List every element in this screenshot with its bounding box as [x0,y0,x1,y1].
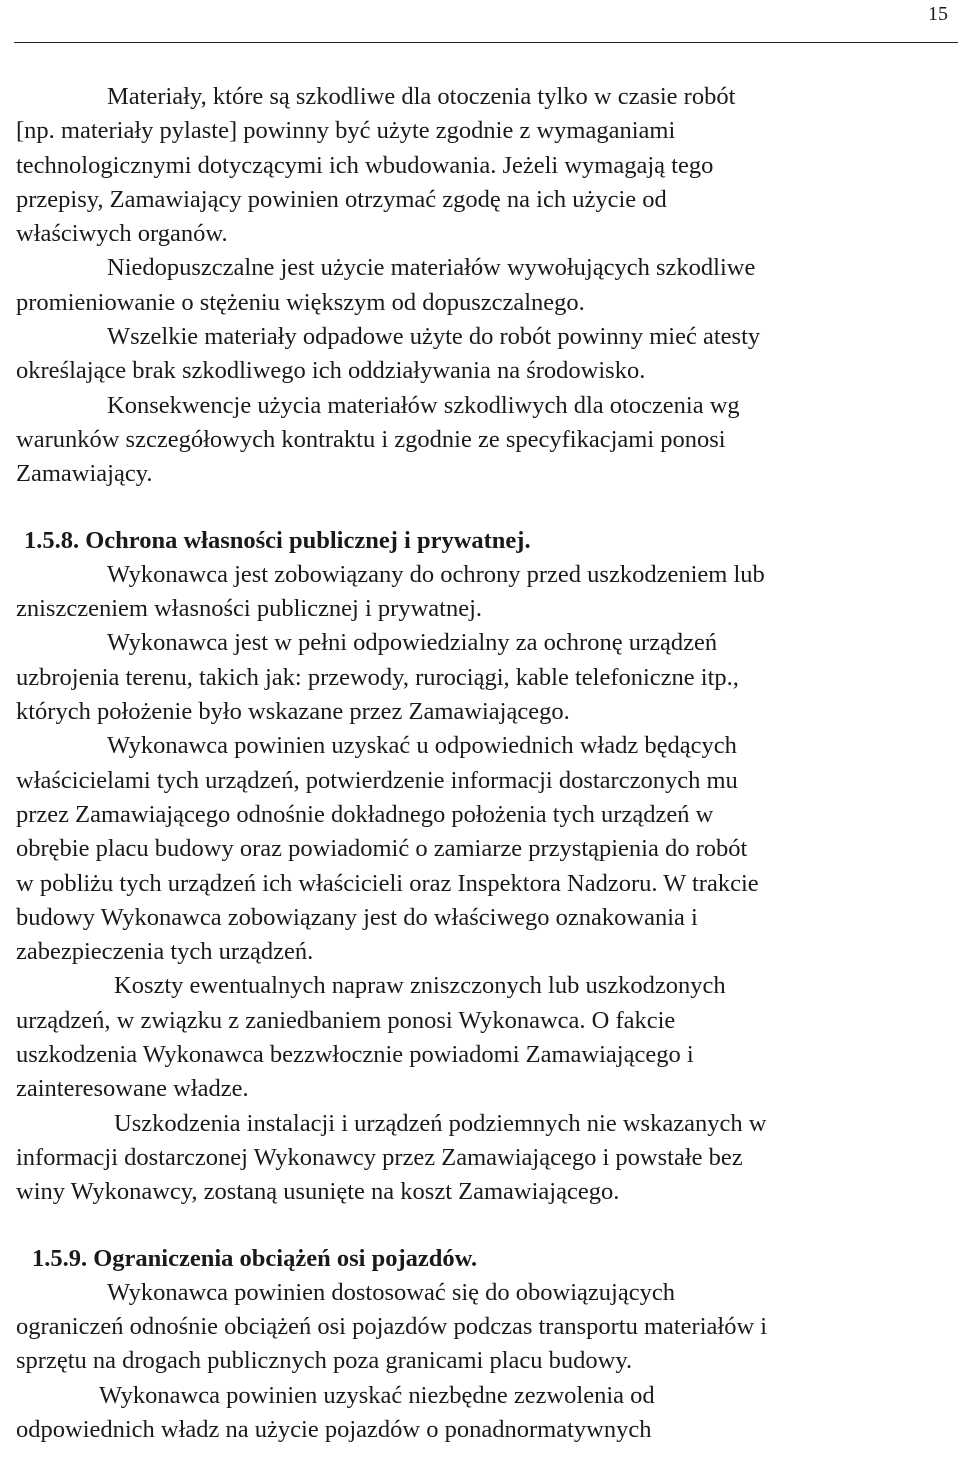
text-line: Wykonawca jest w pełni odpowiedzialny za ochronę urządzeń [107,629,718,657]
page-number: 15 [928,3,948,25]
text-line: właścicielami tych urządzeń, potwierdzenie informacji dostarczonych mu [16,766,738,794]
text-line: ograniczeń odnośnie obciążeń osi pojazdów podczas transportu materiałów i [16,1313,768,1341]
section-heading-1-5-8: 1.5.8. Ochrona własności publicznej i prywatnej. [24,526,531,554]
paragraph-harmful-materials [16,80,960,251]
text-line: Uszkodzenia instalacji i urządzeń podziemnych nie wskazanych w [114,1109,767,1137]
paragraph-owner-confirmation [16,729,960,969]
text-line: Niedopuszczalne jest użycie materiałów wywołujących szkodliwe [107,254,756,282]
section-heading-1-5-9: 1.5.9. Ograniczenia obciążeń osi pojazdów. [32,1244,478,1272]
text-line: budowy Wykonawca zobowiązany jest do właściwego oznakowania i [16,903,698,931]
text-line: właściwych organów. [16,220,228,248]
paragraph-permits [16,1379,960,1448]
paragraph-repair-costs [16,969,960,1106]
text-line: Wykonawca powinien dostosować się do obowiązujących [107,1278,675,1306]
paragraph-radiation [16,251,960,320]
text-line: Konsekwencje użycia materiałów szkodliwych dla otoczenia wg [107,391,740,419]
text-line: [np. materiały pylaste] powinny być użyte zgodnie z wymaganiami [16,117,676,145]
text-line: Koszty ewentualnych napraw zniszczonych lub uszkodzonych [114,972,726,1000]
text-line: przez Zamawiającego odnośnie dokładnego położenia tych urządzeń w [16,800,714,828]
text-line: odpowiednich władz na użycie pojazdów o ponadnormatywnych [16,1415,652,1443]
text-line: Wykonawca jest zobowiązany do ochrony przed uszkodzeniem lub [107,560,765,588]
text-line: których położenie było wskazane przez Zamawiającego. [16,698,570,726]
text-line: promieniowanie o stężeniu większym od dopuszczalnego. [16,288,585,316]
text-line: technologicznymi dotyczącymi ich wbudowania. Jeżeli wymagają tego [16,151,714,179]
text-line: zniszczeniem własności publicznej i prywatnej. [16,595,483,623]
text-line: uszkodzenia Wykonawca bezzwłocznie powiadomi Zamawiającego i [16,1041,694,1069]
spacer [16,492,960,524]
paragraph-utility-protection [16,626,960,729]
text-line: określające brak szkodliwego ich oddziaływania na środowisko. [16,357,646,385]
text-line: informacji dostarczonej Wykonawcy przez Zamawiającego i powstałe bez [16,1143,743,1171]
text-line: winy Wykonawcy, zostaną usunięte na koszt Zamawiającego. [16,1178,620,1206]
text-line: przepisy, Zamawiający powinien otrzymać zgodę na ich użycie od [16,185,667,213]
text-line: Materiały, które są szkodliwe dla otoczenia tylko w czasie robót [107,83,736,110]
paragraph-property-protection [16,558,960,627]
text-line: urządzeń, w związku z zaniedbaniem ponosi Wykonawca. O fakcie [16,1006,676,1034]
text-line: Wykonawca powinien uzyskać niezbędne zezwolenia od [99,1381,655,1409]
text-line: Zamawiający. [16,460,153,488]
text-line: sprzętu na drogach publicznych poza granicami placu budowy. [16,1347,633,1375]
spacer [16,1210,960,1242]
text-line: Wykonawca powinien uzyskać u odpowiednich władz będących [107,732,737,760]
paragraph-consequences [16,389,960,492]
text-line: Wszelkie materiały odpadowe użyte do robót powinny mieć atesty [107,323,761,351]
header-rule [14,42,958,43]
paragraph-underground-damage [16,1107,960,1210]
document-body [16,80,960,1447]
text-line: zabezpieczenia tych urządzeń. [16,938,314,966]
paragraph-waste-materials [16,320,960,389]
text-line: warunków szczegółowych kontraktu i zgodnie ze specyfikacjami ponosi [16,425,726,453]
text-line: zainteresowane władze. [16,1075,249,1103]
text-line: w pobliżu tych urządzeń ich właścicieli oraz Inspektora Nadzoru. W trakcie [16,869,759,897]
text-line: obrębie placu budowy oraz powiadomić o zamiarze przystąpienia do robót [16,835,748,863]
paragraph-axle-limits [16,1276,960,1379]
text-line: uzbrojenia terenu, takich jak: przewody, rurociągi, kable telefoniczne itp., [16,663,739,691]
